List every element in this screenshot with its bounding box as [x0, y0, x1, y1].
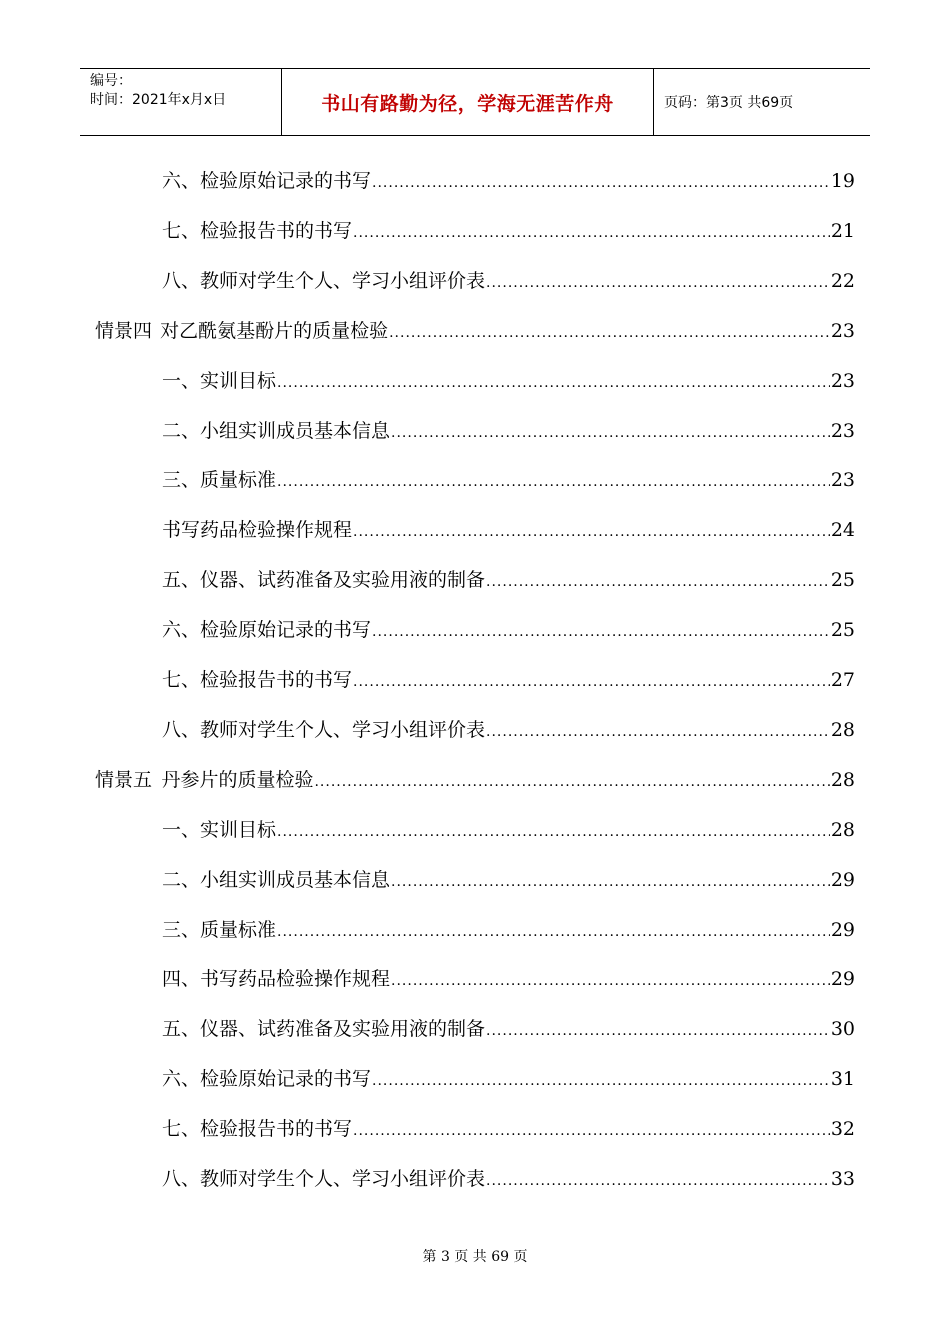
toc-entry[interactable] — [95, 765, 855, 795]
toc-entry[interactable] — [162, 865, 855, 895]
toc-entry-page: 23 — [830, 419, 855, 442]
toc-entry[interactable] — [162, 815, 855, 845]
toc-leader-dots — [277, 474, 830, 490]
toc-entry[interactable] — [162, 565, 855, 595]
toc-leader-dots — [372, 175, 830, 191]
toc-entry-label: 七、检验报告书的书写 — [162, 669, 353, 691]
toc-entry-label: 六、检验原始记录的书写 — [162, 619, 372, 642]
toc-leader-dots — [314, 774, 829, 790]
toc-entry-page: 33 — [830, 1168, 855, 1190]
toc-entry-label: 一、实训目标 — [162, 369, 277, 392]
toc-entry-page: 29 — [830, 918, 855, 941]
toc-entry-page: 28 — [830, 718, 855, 741]
toc-entry-label: 七、检验报告书的书写 — [162, 219, 353, 242]
toc-entry-label: 书写药品检验操作规程 — [162, 519, 353, 542]
toc-entry[interactable] — [162, 915, 855, 945]
toc-entry-page: 29 — [830, 968, 855, 991]
page-footer: 第 3 页 共 69 页 — [422, 1249, 528, 1265]
toc-leader-dots — [353, 225, 830, 241]
toc-leader-dots — [486, 1173, 830, 1189]
toc-entry-label: 八、教师对学生个人、学习小组评价表 — [162, 718, 486, 741]
toc-entry[interactable] — [162, 1114, 855, 1144]
toc-entry-label: 二、小组实训成员基本信息 — [162, 868, 391, 891]
toc-entry-page: 25 — [830, 619, 855, 642]
toc-entry-label: 八、教师对学生个人、学习小组评价表 — [162, 1168, 486, 1190]
toc-entry-label: 四、书写药品检验操作规程 — [162, 968, 391, 991]
toc-entry[interactable] — [162, 1064, 855, 1094]
toc-entry[interactable] — [162, 1164, 855, 1194]
toc-leader-dots — [486, 574, 830, 590]
toc-leader-dots — [353, 1123, 830, 1139]
toc-leader-dots — [486, 724, 830, 740]
toc-entry-page: 23 — [830, 469, 855, 492]
toc-entry-page: 30 — [830, 1018, 855, 1041]
toc-entry-page: 23 — [830, 319, 855, 342]
toc-leader-dots — [391, 973, 830, 989]
toc-entry-page: 19 — [830, 170, 855, 192]
toc-entry-label: 六、检验原始记录的书写 — [162, 170, 372, 192]
toc-entry[interactable] — [162, 416, 855, 446]
toc-entry-page: 29 — [830, 868, 855, 891]
toc-entry-page: 28 — [830, 818, 855, 841]
toc-entry-page: 25 — [830, 569, 855, 592]
toc-entry-page: 22 — [830, 269, 855, 292]
toc-entry-label: 三、质量标准 — [162, 918, 277, 941]
toc-leader-dots — [486, 1023, 830, 1039]
toc-leader-dots — [486, 275, 830, 291]
toc-entry[interactable] — [162, 166, 855, 196]
toc-entry[interactable] — [162, 366, 855, 396]
toc-entry-label: 情景四 — [95, 319, 153, 342]
toc-entry-page: 23 — [830, 369, 855, 392]
page-header — [80, 68, 870, 136]
toc-entry-title: 丹参片的质量检验 — [161, 768, 314, 791]
toc-leader-dots — [372, 624, 830, 640]
toc-entry[interactable] — [162, 465, 855, 495]
toc-leader-dots — [389, 325, 830, 341]
toc-entry[interactable] — [162, 964, 855, 994]
toc-entry-label: 五、仪器、试药准备及实验用液的制备 — [162, 569, 486, 592]
toc-entry[interactable] — [162, 216, 855, 246]
header-meta — [80, 69, 282, 135]
toc-entry-label: 八、教师对学生个人、学习小组评价表 — [162, 269, 486, 292]
header-time: 时间：2021年x月x日 — [90, 92, 227, 108]
toc-entry[interactable] — [162, 665, 855, 695]
toc-entry[interactable] — [162, 515, 855, 545]
toc-entry-page: 27 — [830, 669, 855, 691]
toc-entry-label: 六、检验原始记录的书写 — [162, 1068, 372, 1091]
toc-leader-dots — [353, 674, 830, 690]
toc-entry[interactable] — [95, 316, 855, 346]
toc-entry-page: 21 — [830, 219, 855, 242]
toc-entry-page: 24 — [830, 519, 855, 542]
toc-entry[interactable] — [162, 715, 855, 745]
toc-leader-dots — [277, 924, 830, 940]
toc-entry-page: 32 — [830, 1118, 855, 1141]
toc-entry-label: 情景五 — [95, 768, 153, 791]
toc-entry[interactable] — [162, 1014, 855, 1044]
toc-entry-label: 七、检验报告书的书写 — [162, 1118, 353, 1141]
toc-leader-dots — [277, 824, 830, 840]
header-number: 编号： — [90, 73, 132, 89]
toc-leader-dots — [391, 425, 830, 441]
header-motto: 书山有路勤为径，学海无涯苦作舟 — [282, 69, 654, 135]
toc-entry[interactable] — [162, 266, 855, 296]
toc-leader-dots — [353, 524, 830, 540]
toc-entry-page: 28 — [830, 768, 855, 791]
toc-entry-label: 二、小组实训成员基本信息 — [162, 419, 391, 442]
toc-entry-label: 五、仪器、试药准备及实验用液的制备 — [162, 1018, 486, 1041]
toc-entry-label: 三、质量标准 — [162, 469, 277, 492]
toc-leader-dots — [372, 1073, 830, 1089]
toc-entry-title: 对乙酰氨基酚片的质量检验 — [160, 319, 389, 342]
toc-leader-dots — [391, 874, 830, 890]
toc-entry-label: 一、实训目标 — [162, 818, 277, 841]
header-page-info: 页码：第3页 共69页 — [664, 95, 794, 111]
toc-entry[interactable] — [162, 615, 855, 645]
toc-leader-dots — [277, 375, 830, 391]
toc-entry-page: 31 — [830, 1068, 855, 1091]
